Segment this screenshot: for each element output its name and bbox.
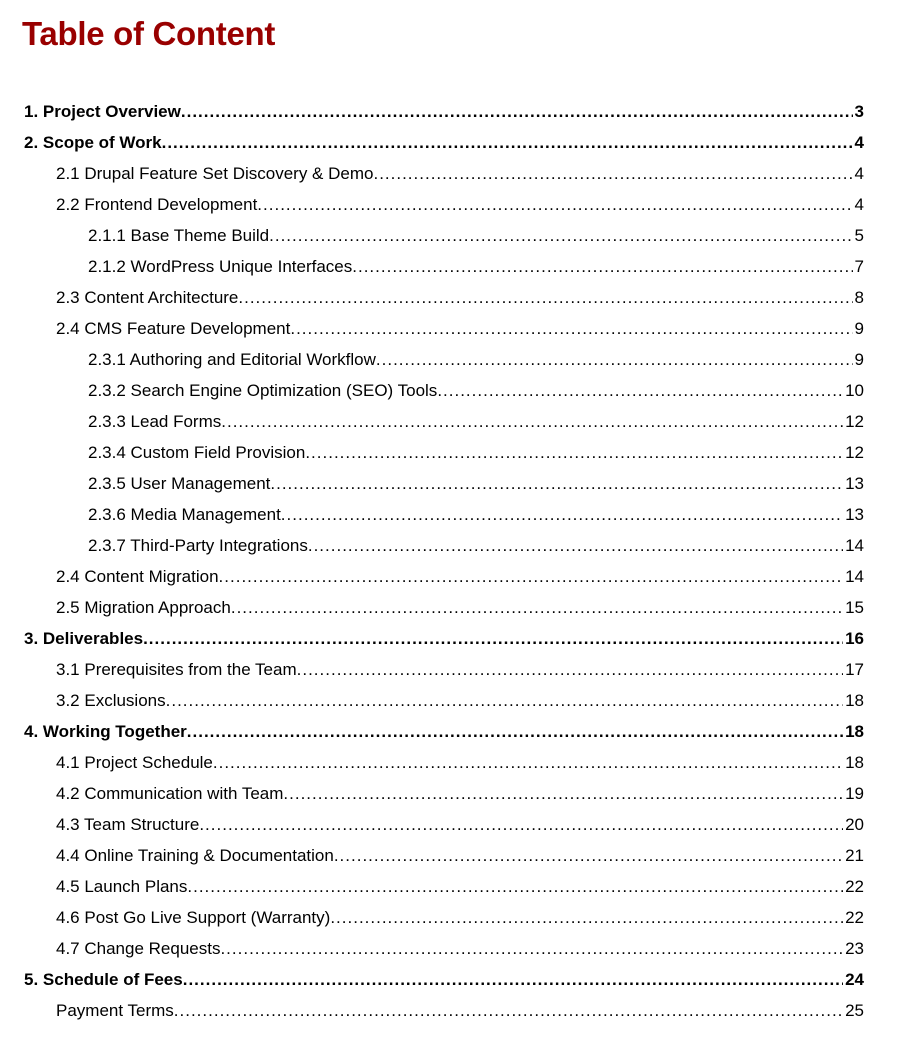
toc-dot-leader bbox=[270, 473, 843, 495]
toc-dot-leader bbox=[238, 287, 852, 309]
toc-entry[interactable] bbox=[0, 743, 910, 774]
toc-page-number: 23 bbox=[845, 939, 864, 958]
toc-page-number: 20 bbox=[845, 815, 864, 834]
toc-entry[interactable] bbox=[0, 433, 910, 464]
toc-entry-title: 4.5 Launch Plans bbox=[56, 877, 188, 896]
toc-entry[interactable] bbox=[0, 309, 910, 340]
toc-entry-title: 4.6 Post Go Live Support (Warranty) bbox=[56, 908, 331, 927]
toc-entry-title: 3.2 Exclusions bbox=[56, 691, 166, 710]
toc-entry[interactable] bbox=[0, 185, 910, 216]
toc-entry[interactable] bbox=[0, 588, 910, 619]
toc-page-number: 9 bbox=[854, 350, 864, 369]
toc-page-number: 13 bbox=[845, 505, 864, 524]
toc-dot-leader bbox=[283, 783, 843, 805]
toc-page-number: 12 bbox=[845, 412, 864, 431]
toc-entry-title: 2.1.1 Base Theme Build bbox=[88, 226, 270, 245]
toc-entry[interactable] bbox=[0, 557, 910, 588]
toc-dot-leader bbox=[183, 969, 843, 991]
toc-dot-leader bbox=[143, 628, 843, 650]
toc-entry-title: 2.3.6 Media Management bbox=[88, 505, 281, 524]
toc-page-number: 14 bbox=[845, 536, 864, 555]
toc-dot-leader bbox=[334, 845, 843, 867]
toc-entry[interactable] bbox=[0, 495, 910, 526]
toc-entry[interactable] bbox=[0, 960, 910, 991]
toc-dot-leader bbox=[162, 132, 853, 154]
toc-entry[interactable] bbox=[0, 898, 910, 929]
toc-entry-title: 2.3.3 Lead Forms bbox=[88, 412, 222, 431]
toc-entry[interactable] bbox=[0, 123, 910, 154]
toc-dot-leader bbox=[330, 907, 843, 929]
toc-dot-leader bbox=[308, 535, 843, 557]
toc-entry[interactable] bbox=[0, 340, 910, 371]
toc-entry[interactable] bbox=[0, 278, 910, 309]
toc-page-number: 4 bbox=[854, 133, 864, 152]
toc-heading: Table of Content bbox=[22, 15, 276, 52]
toc-entry[interactable] bbox=[0, 681, 910, 712]
toc-dot-leader bbox=[187, 876, 843, 898]
toc-page-number: 22 bbox=[845, 877, 864, 896]
toc-page-number: 5 bbox=[854, 226, 864, 245]
toc-dot-leader bbox=[181, 101, 853, 123]
toc-page-number: 21 bbox=[845, 846, 864, 865]
toc-entry-title: 4. Working Together bbox=[24, 722, 187, 741]
toc-entry[interactable] bbox=[0, 247, 910, 278]
toc-entry-title: 2.1.2 WordPress Unique Interfaces bbox=[88, 257, 353, 276]
toc-entry[interactable] bbox=[0, 154, 910, 185]
toc-page-number: 19 bbox=[845, 784, 864, 803]
toc-entry-title: 2.1 Drupal Feature Set Discovery & Demo bbox=[56, 164, 374, 183]
toc-entry[interactable] bbox=[0, 216, 910, 247]
toc-page-number: 18 bbox=[845, 691, 864, 710]
toc-entry-title: 2.3.2 Search Engine Optimization (SEO) Tools bbox=[88, 381, 438, 400]
toc-page-number: 13 bbox=[845, 474, 864, 493]
toc-entry-title: 3.1 Prerequisites from the Team bbox=[56, 660, 297, 679]
toc-entry[interactable] bbox=[0, 929, 910, 960]
toc-entry-title: 2.3 Content Architecture bbox=[56, 288, 239, 307]
toc-entry[interactable] bbox=[0, 712, 910, 743]
toc-page-number: 4 bbox=[854, 164, 864, 183]
toc-entry-title: 1. Project Overview bbox=[24, 102, 181, 121]
toc-entry-title: 2.2 Frontend Development bbox=[56, 195, 258, 214]
toc-entry-title: 2.3.4 Custom Field Provision bbox=[88, 443, 306, 462]
toc-entry-title: 2.3.1 Authoring and Editorial Workflow bbox=[88, 350, 376, 369]
toc-page-number: 17 bbox=[845, 660, 864, 679]
toc-dot-leader bbox=[174, 1000, 843, 1022]
toc-dot-leader bbox=[269, 225, 852, 247]
toc-entry-title: Payment Terms bbox=[56, 1001, 174, 1020]
toc-dot-leader bbox=[305, 442, 843, 464]
toc-dot-leader bbox=[257, 194, 852, 216]
toc-entry-title: 2.3.5 User Management bbox=[88, 474, 271, 493]
toc-dot-leader bbox=[213, 752, 843, 774]
toc-page-number: 9 bbox=[854, 319, 864, 338]
toc-entry[interactable] bbox=[0, 774, 910, 805]
toc-page-number: 14 bbox=[845, 567, 864, 586]
toc-dot-leader bbox=[281, 504, 843, 526]
toc-entry[interactable] bbox=[0, 619, 910, 650]
toc-dot-leader bbox=[219, 566, 844, 588]
toc-entry-title: 2.4 Content Migration bbox=[56, 567, 219, 586]
toc-dot-leader bbox=[373, 163, 852, 185]
toc-page-number: 12 bbox=[845, 443, 864, 462]
toc-page-number: 24 bbox=[845, 970, 864, 989]
toc-entry[interactable] bbox=[0, 991, 910, 1022]
toc-entry[interactable] bbox=[0, 805, 910, 836]
toc-dot-leader bbox=[231, 597, 843, 619]
toc-dot-leader bbox=[187, 721, 843, 743]
toc-dot-leader bbox=[297, 659, 843, 681]
toc-entry[interactable] bbox=[0, 867, 910, 898]
toc-entry-title: 4.7 Change Requests bbox=[56, 939, 221, 958]
toc-entry-title: 2. Scope of Work bbox=[24, 133, 162, 152]
toc-page-number: 8 bbox=[854, 288, 864, 307]
toc-entry-title: 5. Schedule of Fees bbox=[24, 970, 183, 989]
toc-page-number: 22 bbox=[845, 908, 864, 927]
toc-page-number: 18 bbox=[845, 722, 864, 741]
toc-entry[interactable] bbox=[0, 402, 910, 433]
toc-entry[interactable] bbox=[0, 464, 910, 495]
toc-entry-title: 4.2 Communication with Team bbox=[56, 784, 284, 803]
toc-dot-leader bbox=[221, 411, 843, 433]
toc-entry-title: 4.3 Team Structure bbox=[56, 815, 200, 834]
toc-dot-leader bbox=[290, 318, 852, 340]
toc-page-number: 7 bbox=[854, 257, 864, 276]
toc-entry-title: 4.4 Online Training & Documentation bbox=[56, 846, 334, 865]
toc-page-number: 25 bbox=[845, 1001, 864, 1020]
toc-dot-leader bbox=[376, 349, 853, 371]
toc-entry[interactable] bbox=[0, 836, 910, 867]
toc-entry[interactable] bbox=[0, 650, 910, 681]
toc-page-number: 15 bbox=[845, 598, 864, 617]
toc-entry[interactable] bbox=[0, 526, 910, 557]
toc-page-number: 10 bbox=[845, 381, 864, 400]
toc-dot-leader bbox=[437, 380, 843, 402]
toc-page-number: 16 bbox=[845, 629, 864, 648]
toc-page-number: 3 bbox=[854, 102, 864, 121]
toc-dot-leader bbox=[220, 938, 843, 960]
toc-entry-title: 3. Deliverables bbox=[24, 629, 144, 648]
toc-entry-title: 2.3.7 Third-Party Integrations bbox=[88, 536, 308, 555]
toc-entry[interactable] bbox=[0, 92, 910, 123]
toc-entry-title: 4.1 Project Schedule bbox=[56, 753, 213, 772]
toc-dot-leader bbox=[352, 256, 852, 278]
toc-page-number: 4 bbox=[854, 195, 864, 214]
toc-dot-leader bbox=[199, 814, 843, 836]
toc-list bbox=[0, 92, 910, 1022]
toc-dot-leader bbox=[166, 690, 843, 712]
toc-entry-title: 2.5 Migration Approach bbox=[56, 598, 231, 617]
toc-entry-title: 2.4 CMS Feature Development bbox=[56, 319, 291, 338]
toc-entry[interactable] bbox=[0, 371, 910, 402]
toc-page-number: 18 bbox=[845, 753, 864, 772]
